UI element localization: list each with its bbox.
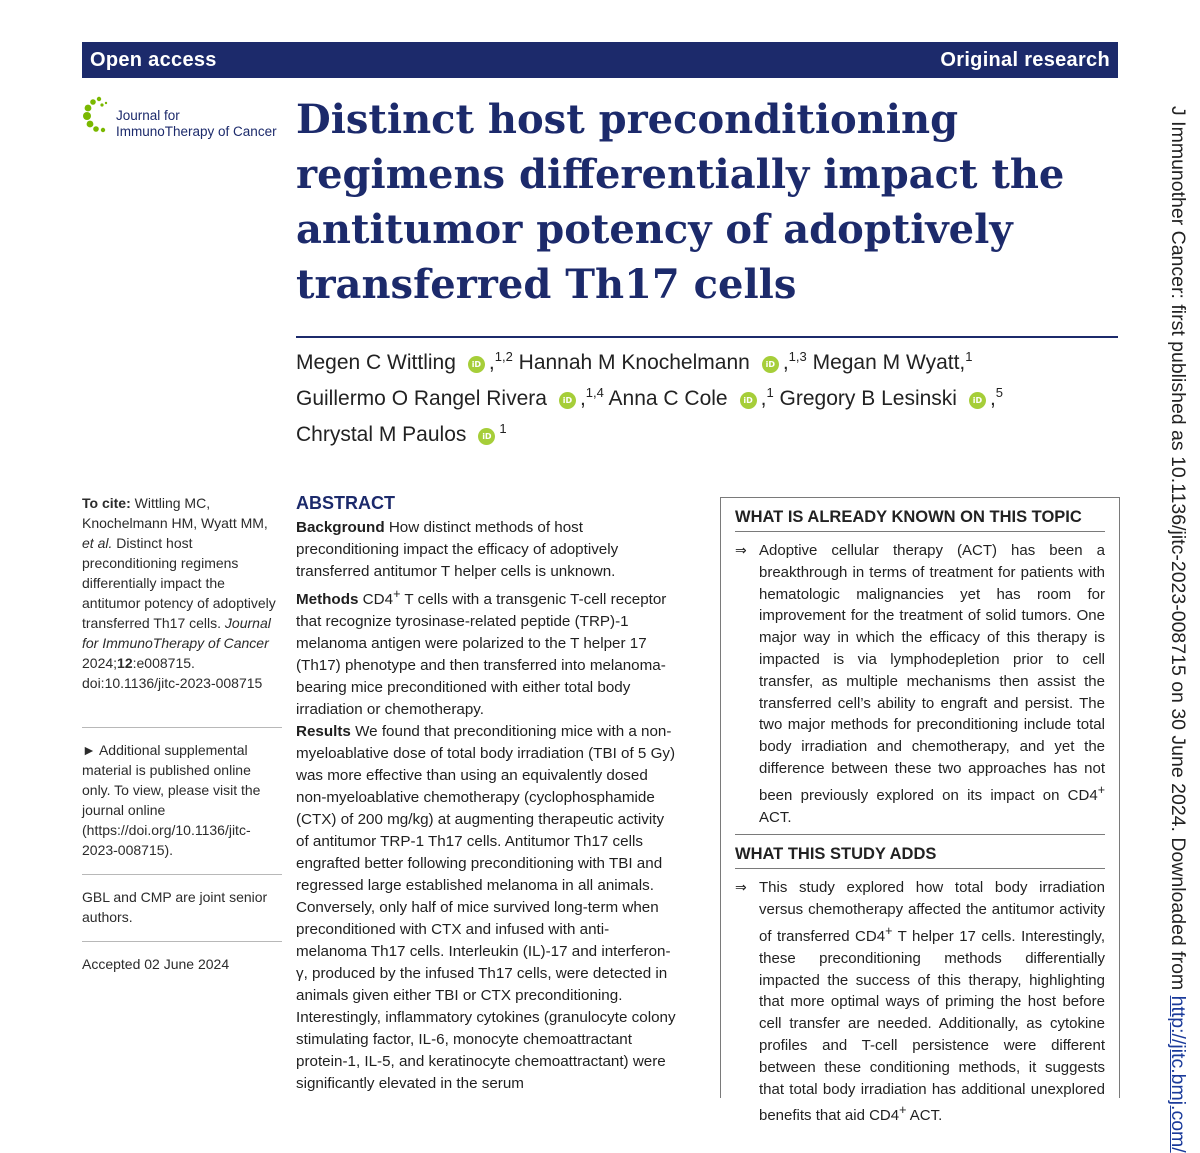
- adds-item: [735, 869, 1105, 1133]
- author-list: Megen C Wittling iD ,$^{1,2}$ Hannah M Knochelmann iD ,$^{1,3}$ Megan M Wyatt,$^1$ Guillermo O Rangel Rivera iD ,$^{1,4}$ Anna C Cole iD ,$^1$ Gregory B Lesinski iD ,$^5$ Chrystal M Paulos $iD^1$: [296, 349, 1004, 446]
- results-text: We found that preconditioning mice with a non-myeloablative dose of total body irradiation (TBI of 5 Gy) was more effective than using an equivalently dosed non-myeloablative chemotherapy (cyclophosphamide (CTX) of 200 mg/kg) at augmenting therapeutic activity of antitumor TRP-1 Th17 cells. Antitumor Th17 cells engrafted better following preconditioning with TBI and regressed large established melanoma in all animals. Conversely, only half of mice survived long-term when preconditioned with CTX and infused with anti-melanoma Th17 cells. Interleukin (IL)-17 and interferon-γ, produced by the infused Th17 cells, were detected in animals given either TBI or CTX preconditioning. Interestingly, inflammatory cytokines (granulocyte colony stimulating factor, IL-6, monocyte chemoattractant protein-1, IL-5, and keratinocyte chemoattractant) were significantly elevated in the serum: [296, 723, 676, 1093]
- author-name: Chrystal M Paulos: [296, 423, 467, 446]
- arrow-icon: ⇒: [735, 542, 747, 558]
- header-bar: [82, 42, 1118, 78]
- known-heading: WHAT IS ALREADY KNOWN ON THIS TOPIC: [735, 498, 1105, 532]
- sidebar: [82, 493, 282, 974]
- cite-text: Wittling MC, Knochelmann HM, Wyatt MM,: [82, 495, 268, 531]
- adds-sup-2: +: [899, 1103, 907, 1118]
- accepted-date: [82, 941, 282, 974]
- joint-authors-text: GBL and CMP are joint senior authors.: [82, 889, 268, 925]
- cite-doi[interactable]: :e008715. doi:10.1136/jitc-2023-008715: [82, 655, 263, 691]
- adds-section: [721, 835, 1119, 1133]
- abstract-results: [296, 721, 676, 1095]
- title-divider: [296, 336, 1118, 338]
- results-label: Results: [296, 723, 351, 741]
- author-name: Anna C Cole: [608, 387, 728, 410]
- abstract-heading: ABSTRACT: [296, 493, 395, 513]
- abstract-body: [296, 517, 676, 1095]
- author-name: Hannah M Knochelmann: [518, 351, 750, 374]
- journal-logo[interactable]: [82, 94, 282, 140]
- journal-link[interactable]: http://jitc.bmj.com/: [1167, 995, 1189, 1153]
- joint-authors-note: [82, 874, 282, 927]
- orcid-icon[interactable]: iD: [740, 392, 757, 409]
- known-item: [735, 532, 1105, 834]
- background-text: How distinct methods of host preconditioning impact the efficacy of adoptively transferred antitumor T helper cells is unknown.: [296, 519, 619, 580]
- arrow-icon: ⇒: [735, 879, 747, 896]
- orcid-icon[interactable]: iD: [969, 392, 986, 409]
- cite-etal: et al.: [82, 535, 113, 551]
- cite-journal: Journal for ImmunoTherapy of Cancer: [82, 615, 271, 651]
- adds-text-end: ACT.: [906, 1107, 943, 1125]
- open-access-label: Open access: [90, 48, 217, 71]
- orcid-icon[interactable]: iD: [468, 356, 485, 373]
- known-sup: +: [1097, 782, 1105, 797]
- cite-text: Distinct host preconditioning regimens differentially impact the antitumor potency of adoptively transferred Th17 cells.: [82, 535, 276, 631]
- affiliation-marker: 5: [995, 385, 1004, 400]
- known-text-end: ACT.: [759, 808, 792, 826]
- affiliation-marker: 1: [965, 349, 973, 364]
- methods-cd4: CD4: [362, 591, 394, 609]
- affiliation-marker: 1: [766, 385, 774, 400]
- abstract-methods: [296, 583, 676, 721]
- citation-block: [82, 493, 282, 693]
- orcid-icon[interactable]: iD: [762, 356, 779, 373]
- adds-sup: +: [885, 923, 893, 938]
- cite-volume: 12: [117, 655, 133, 671]
- background-label: Background: [296, 519, 385, 536]
- affiliation-marker: 1,4: [585, 385, 604, 400]
- cite-text: 2024;: [82, 655, 118, 671]
- supplemental-text[interactable]: ► Additional supplemental material is published online only. To view, please visit the journal online (https://doi.org/10.1136/jitc-2023-008715).: [82, 742, 261, 858]
- vertical-download-note: [1163, 106, 1193, 1153]
- adds-text-2: T helper 17 cells. Interestingly, these preconditioning methods differentially impacted the success of this therapy, highlighting that more optimal ways of priming the host before cell transfer are needed. Additionally, as cytokine profiles and T-cell persistence were different between these conditioning methods, it suggests that total body irradiation has additional unexplored benefits that aid CD4: [759, 927, 1105, 1125]
- download-note-text: J Immunother Cancer: first published as 10.1136/jitc-2023-008715 on 30 June 2024. Downloaded from: [1167, 106, 1189, 996]
- known-section: [721, 498, 1119, 834]
- abstract-background: [296, 517, 676, 583]
- accepted-text: Accepted 02 June 2024: [82, 956, 230, 972]
- adds-heading: WHAT THIS STUDY ADDS: [735, 835, 1105, 869]
- logo-dots-icon: [82, 94, 112, 138]
- author-name: Gregory B Lesinski: [779, 387, 957, 410]
- orcid-icon[interactable]: iD: [478, 428, 495, 445]
- methods-text: T cells with a transgenic T-cell receptor that recognize tyrosinase-related peptide (TRP)-1 melanoma antigen were polarized to the T helper 17 (Th17) phenotype and then transferred into melanoma-bearing mice preconditioned with either total body irradiation or chemotherapy.: [296, 591, 667, 719]
- methods-label: Methods: [296, 591, 359, 609]
- author-name: Megan M Wyatt,: [812, 351, 966, 374]
- adds-text: This study explored how total body irradiation versus chemotherapy affected the antitumor activity of transferred CD4: [759, 879, 1105, 945]
- known-text: Adoptive cellular therapy (ACT) has been a breakthrough in terms of treatment for patients with hematologic malignancies yet has room for improvement for the treatment of solid tumors. One major way in which the efficacy of this therapy is impacted is via lymphodepletion prior to cell transfer, as multiple mechanisms then assist the transferred cell’s ability to engraft and persist. The two major methods for preconditioning include total body irradiation and chemotherapy, and yet the difference between these two approaches has not been previously explored on its impact on CD4: [759, 542, 1105, 804]
- orcid-icon[interactable]: iD: [559, 392, 576, 409]
- affiliation-marker: 1,2: [494, 349, 513, 364]
- supplemental-note: [82, 727, 282, 860]
- article-title: Distinct host preconditioning regimens differentially impact the antitumor potency of adoptively transferred Th17 cells: [296, 96, 1065, 308]
- author-name: Guillermo O Rangel Rivera: [296, 387, 547, 410]
- cite-label: To cite:: [82, 495, 131, 511]
- article-type-label: Original research: [940, 48, 1110, 71]
- key-messages-box: [720, 497, 1120, 1125]
- methods-sup: +: [393, 587, 401, 601]
- author-name: Megen C Wittling: [296, 351, 456, 374]
- affiliation-marker: 1,3: [788, 349, 807, 364]
- affiliation-marker: 1: [499, 421, 507, 436]
- journal-name: Journal for ImmunoTherapy of Cancer: [116, 108, 277, 139]
